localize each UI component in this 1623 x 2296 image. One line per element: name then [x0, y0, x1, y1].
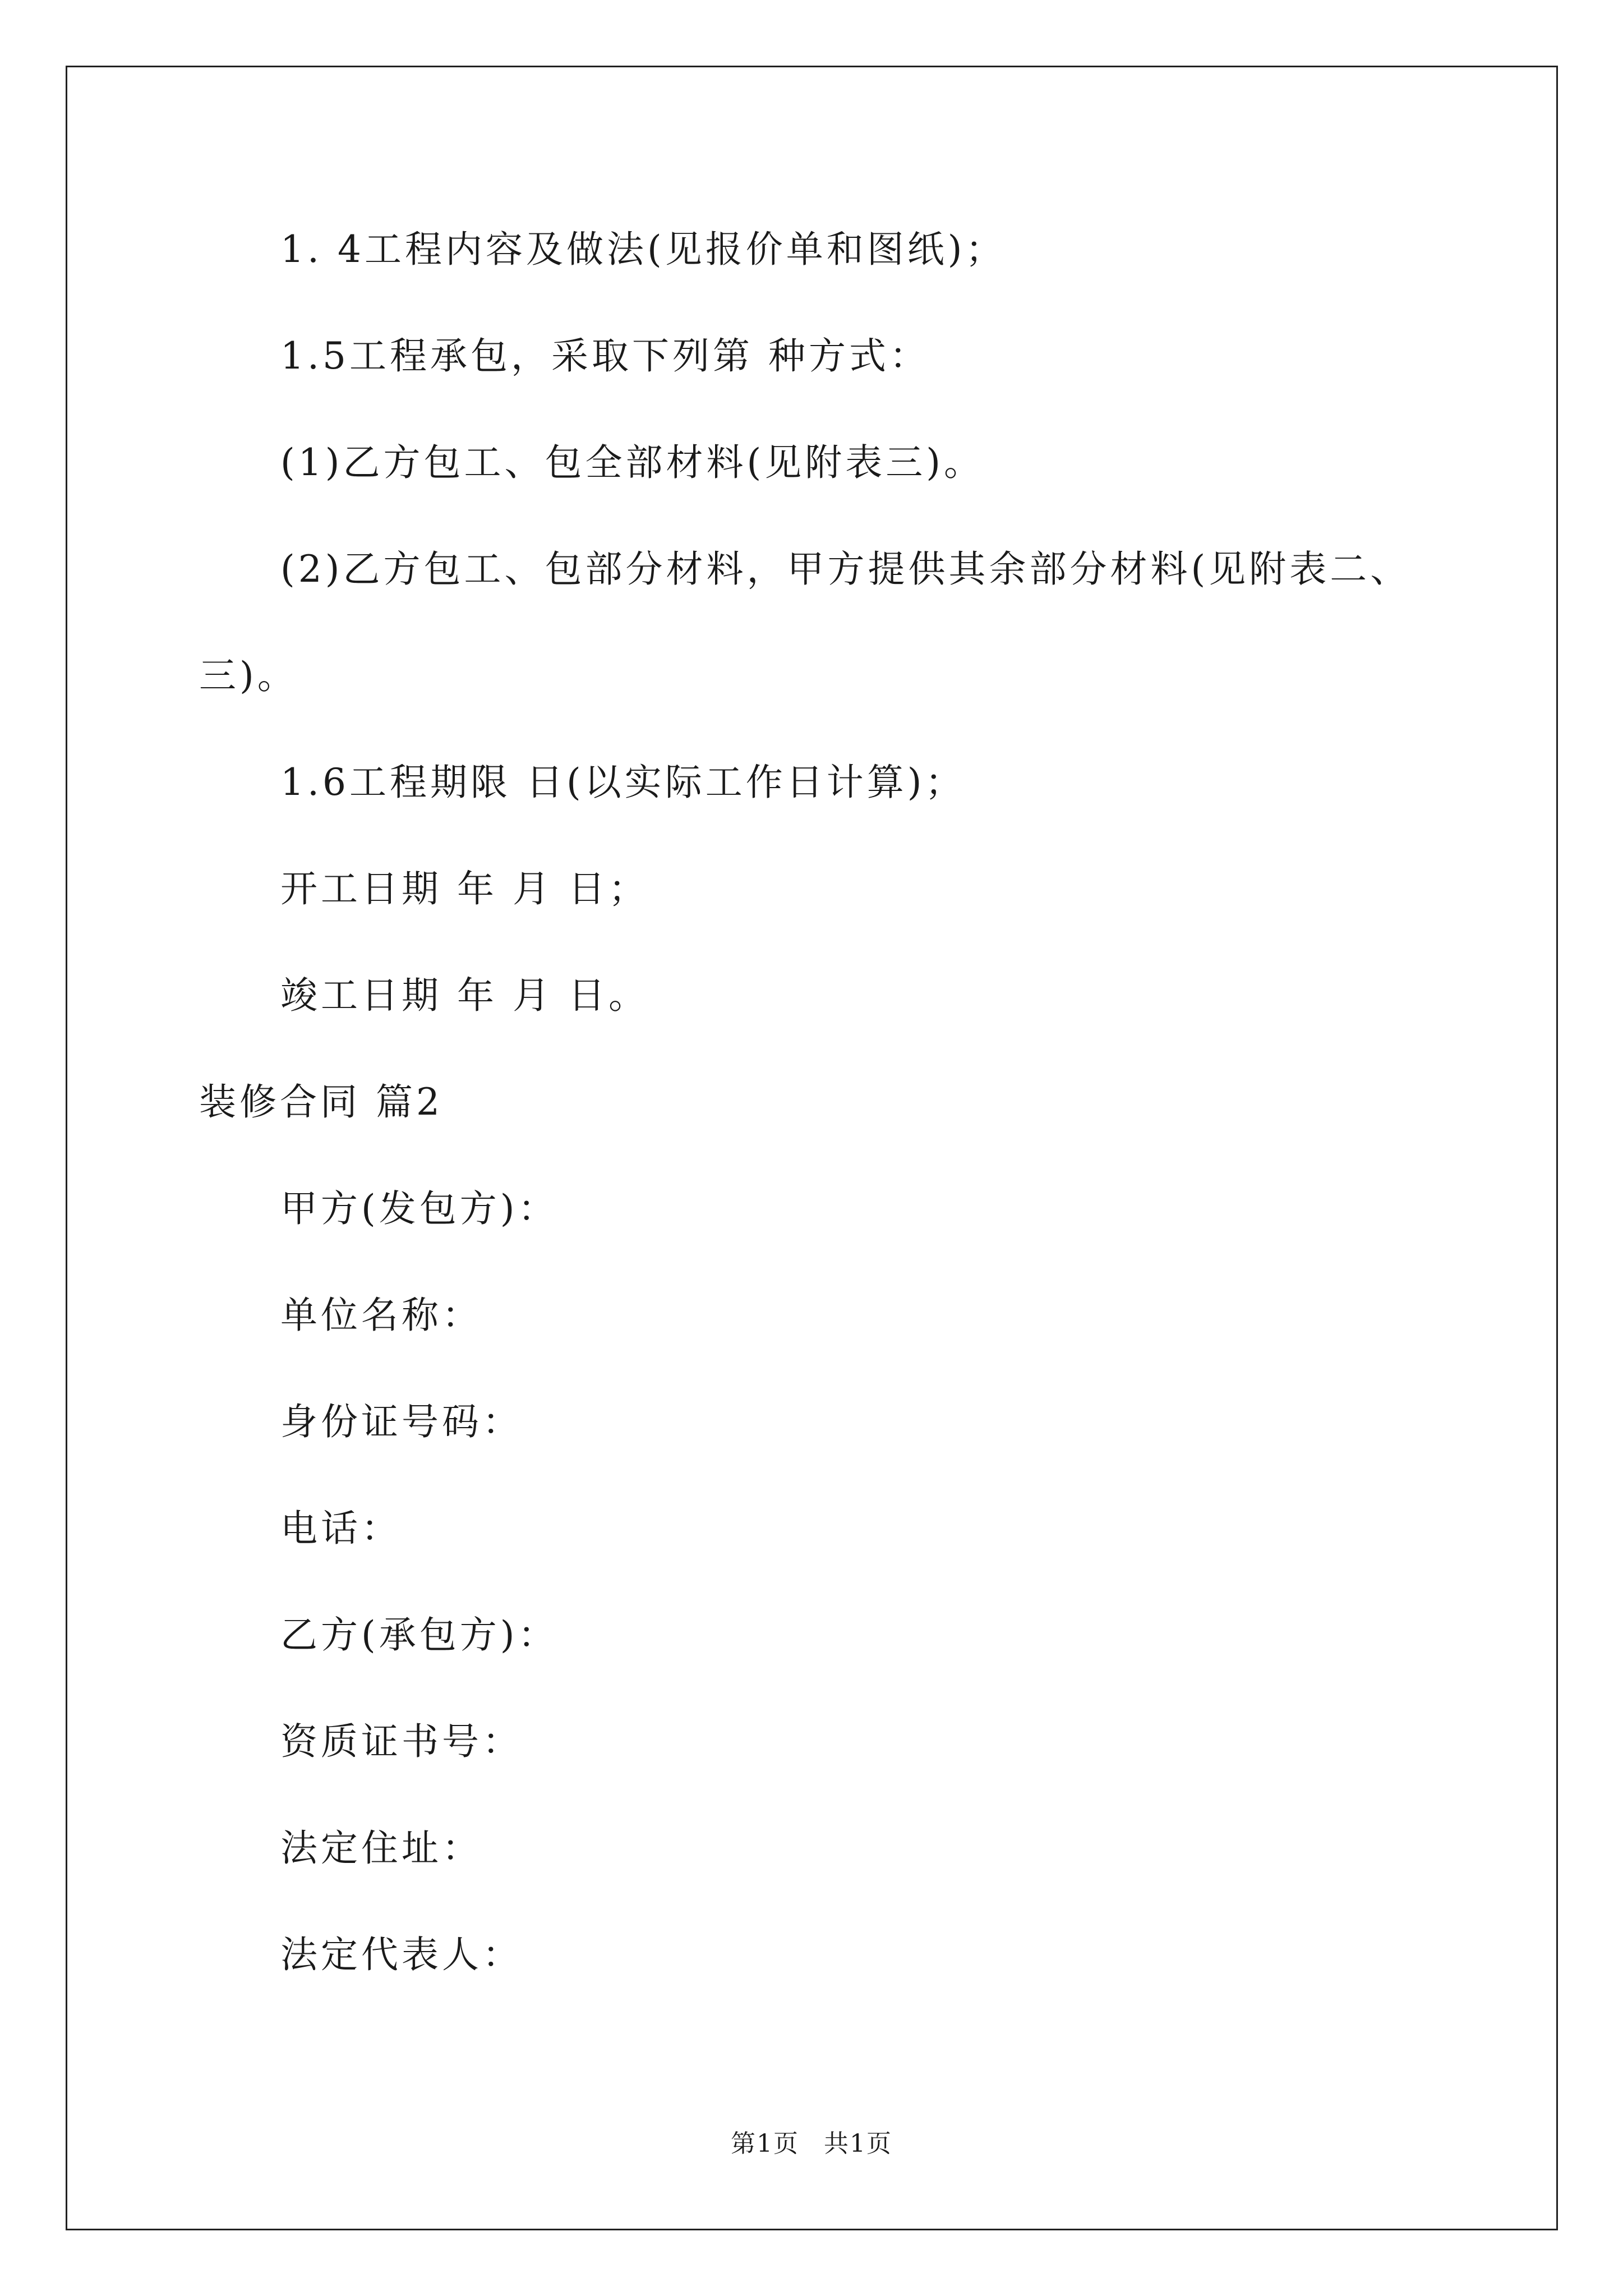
completion-date: 竣工日期 年 月 日。 [280, 974, 649, 1017]
phone-field: 电话： [280, 1507, 402, 1550]
clause-1-5: 1.5工程承包，采取下列第 种方式： [280, 334, 930, 378]
party-b: 乙方(承包方)： [280, 1613, 559, 1657]
id-number-field: 身份证号码： [280, 1400, 523, 1443]
section-heading: 装修合同 篇2 [199, 1080, 443, 1124]
clause-1-6: 1.6工程期限 日(以实际工作日计算)； [280, 761, 966, 804]
page-border [66, 66, 1558, 2230]
legal-representative-field: 法定代表人： [280, 1933, 523, 1976]
party-a: 甲方(发包方)： [280, 1187, 559, 1230]
option-2: (2)乙方包工、包部分材料，甲方提供其余部分材料(见附表二、 [280, 547, 1411, 591]
start-date: 开工日期 年 月 日； [280, 867, 649, 910]
option-1: (1)乙方包工、包全部材料(见附表三)。 [280, 441, 984, 484]
option-2-continued: 三)。 [199, 654, 298, 697]
current-page-label: 第1页 [731, 2129, 799, 2158]
legal-address-field: 法定住址： [280, 1826, 482, 1870]
page-footer [0, 2129, 1623, 2158]
unit-name-field: 单位名称： [280, 1294, 482, 1337]
certificate-number-field: 资质证书号： [280, 1720, 523, 1763]
clause-1-4: 1. 4工程内容及做法(见报价单和图纸)； [280, 228, 1006, 271]
total-pages-label: 共1页 [824, 2129, 892, 2158]
